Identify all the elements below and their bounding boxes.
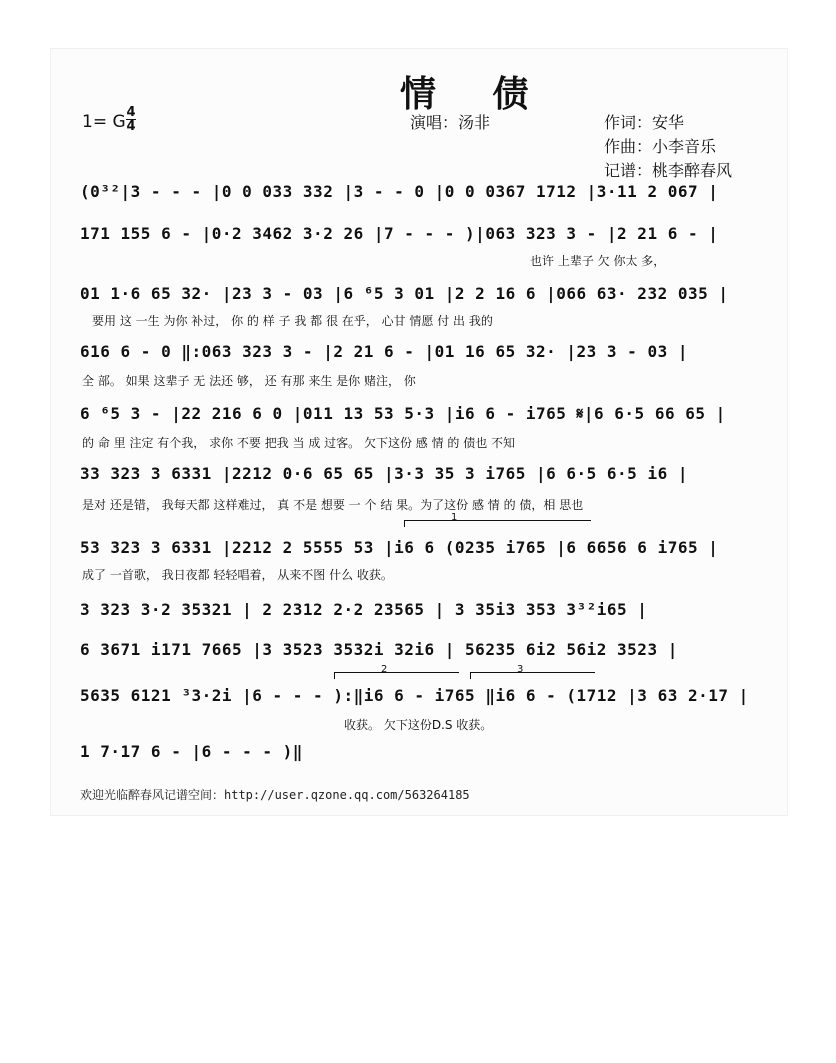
volta-label-2: 2 <box>381 664 388 675</box>
song-title: 情 债 <box>400 73 551 115</box>
score-line-4: 616 6 - 0 ‖:063 323 3 - |2 21 6 - |01 16 65 32· |23 3 - 03 | <box>80 342 688 361</box>
singer-credit: 演唱：汤非 <box>410 113 491 132</box>
footer-credit: 欢迎光临醉春风记谱空间：http://user.qzone.qq.com/563264185 <box>80 788 470 802</box>
score-line-9: 6 3671 i171 7665 |3 3523 3532i 32i6 | 56235 6i2 56i2 3523 | <box>80 640 678 659</box>
transcriber-credit: 记谱：桃李醉春风 <box>604 161 733 180</box>
score-line-2: 171 155 6 - |0·2 3462 3·2 26 |7 - - - )|063 323 3 - |2 21 6 - | <box>80 224 719 243</box>
volta-label-3: 3 <box>517 664 524 675</box>
score-line-11: 1 7·17 6 - |6 - - - )‖ <box>80 742 303 761</box>
score-line-5: 6 ⁶5 3 - |22 216 6 0 |011 13 53 5·3 |i6 6 - i765 𝄋|6 6·5 66 65 | <box>80 404 726 423</box>
volta-label-1: 1 <box>451 512 458 523</box>
lyrics-line-5: 的 命 里 注定 有个我， 求你 不要 把我 当 成 过客。 欠下这份 感 情 的 债也 不知 <box>82 436 516 450</box>
lyrics-line-4: 全 部。 如果 这辈子 无 法还 够， 还 有那 来生 是你 赌注， 你 <box>82 374 416 388</box>
volta-bracket-1 <box>404 512 591 527</box>
time-signature-top: 4 <box>126 105 136 120</box>
score-line-6: 33 323 3 6331 |2212 0·6 65 65 |3·3 35 3 i765 |6 6·5 6·5 i6 | <box>80 464 688 483</box>
volta-bracket-2 <box>334 664 459 679</box>
score-line-10: 5635 6121 ³3·2i |6 - - - ):‖i6 6 - i765 ‖i6 6 - (1712 |3 63 2·17 | <box>80 686 749 705</box>
time-signature <box>126 106 136 133</box>
key-signature: 1= G <box>82 112 126 132</box>
time-signature-bottom: 4 <box>126 119 136 134</box>
lyrics-line-6: 是对 还是错， 我每天都 这样难过， 真 不是 想要 一 个 结 果。为了这份 感 情 的 债，相 思也 <box>82 498 584 512</box>
score-line-1: (0³²|3 - - - |0 0 033 332 |3 - - 0 |0 0 0367 1712 |3·11 2 067 | <box>80 182 719 201</box>
score-line-8: 3 323 3·2 35321 | 2 2312 2·2 23565 | 3 35i3 353 3³²i65 | <box>80 600 648 619</box>
lyrics-line-3: 要用 这 一生 为你 补过， 你 的 样 子 我 都 很 在乎， 心甘 情愿 付 出 我的 <box>92 314 493 328</box>
score-line-3: 01 1·6 65 32· |23 3 - 03 |6 ⁶5 3 01 |2 2 16 6 |066 63· 232 035 | <box>80 284 729 303</box>
lyrics-line-7: 成了 一首歌， 我日夜都 轻轻唱着， 从来不图 什么 收获。 <box>82 568 393 582</box>
composer-credit: 作曲：小李音乐 <box>604 137 717 156</box>
score-line-7: 53 323 3 6331 |2212 2 5555 53 |i6 6 (0235 i765 |6 6656 6 i765 | <box>80 538 719 557</box>
lyrics-line-2: 也许 上辈子 欠 你太 多， <box>530 254 666 268</box>
lyricist-credit: 作词：安华 <box>604 113 685 132</box>
volta-bracket-3 <box>470 664 595 679</box>
lyrics-line-10: 收获。 欠下这份D.S 收获。 <box>344 718 493 732</box>
